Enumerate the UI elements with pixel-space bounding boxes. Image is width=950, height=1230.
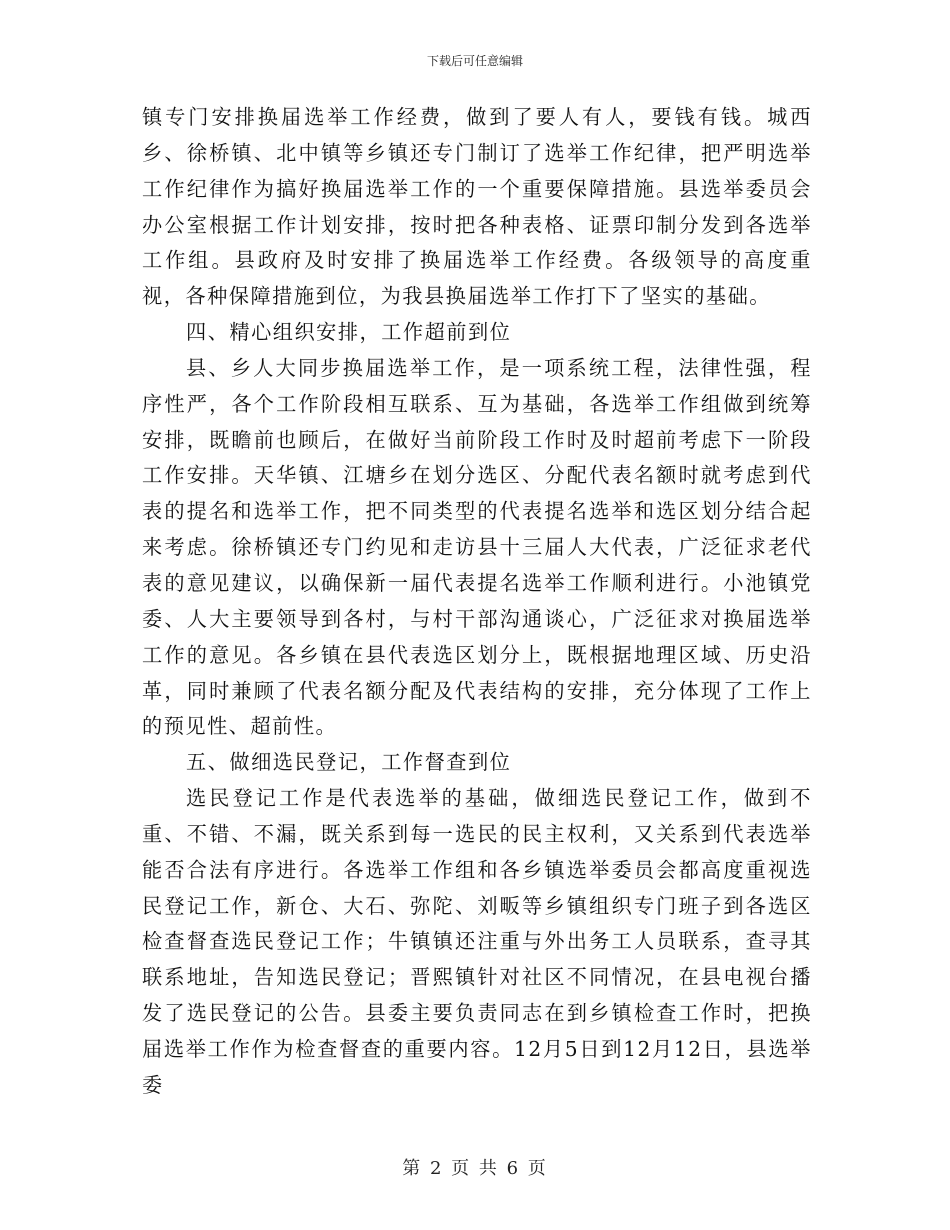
section-heading-five: 五、做细选民登记，工作督查到位	[186, 750, 512, 775]
section-heading-four: 四、精心组织安排，工作超前到位	[186, 320, 512, 345]
paragraph-section-four: 县、乡人大同步换届选举工作，是一项系统工程，法律性强，程序性严，各个工作阶段相互联系、互为基础，各选举工作组做到统筹安排，既瞻前也顾后，在做好当前阶段工作时及时超前考虑下一阶段工作安排。天华镇、江塘乡在划分选区、分配代表名额时就考虑到代表的提名和选举工作，把不同类型的代表提名选举和选区划分结合起来考虑。徐桥镇还专门约见和走访县十三届人大代表，广泛征求老代表的意见建议，以确保新一届代表提名选举工作顺利进行。小池镇党委、人大主要领导到各村，与村干部沟通谈心，广泛征求对换届选举工作的意见。各乡镇在县代表选区划分上，既根据地理区域、历史沿革，同时兼顾了代表名额分配及代表结构的安排，充分体现了工作上的预见性、超前性。	[142, 355, 812, 739]
page-header: 下载后可任意编辑	[426, 54, 523, 68]
document-body	[142, 100, 812, 1104]
paragraph-section-five: 选民登记工作是代表选举的基础，做细选民登记工作，做到不重、不错、不漏，既关系到每一选民的民主权利，又关系到代表选举能否合法有序进行。各选举工作组和各乡镇选举委员会都高度重视选民登记工作，新仓、大石、弥陀、刘畈等乡镇组织专门班子到各选区检查督查选民登记工作；牛镇镇还注重与外出务工人员联系，查寻其联系地址，告知选民登记；晋熙镇针对社区不同情况，在县电视台播发了选民登记的公告。县委主要负责同志在到乡镇检查工作时，把换届选举工作作为检查督查的重要内容。12月5日到12月12日，县选举委	[142, 786, 812, 1097]
paragraph-continuation: 镇专门安排换届选举工作经费，做到了要人有人，要钱有钱。城西乡、徐桥镇、北中镇等乡镇还专门制订了选举工作纪律，把严明选举工作纪律作为搞好换届选举工作的一个重要保障措施。县选举委员会办公室根据工作计划安排，按时把各种表格、证票印制分发到各选举工作组。县政府及时安排了换届选举工作经费。各级领导的高度重视，各种保障措施到位，为我县换届选举工作打下了坚实的基础。	[142, 105, 812, 309]
page-number-footer: 第 2 页 共 6 页	[402, 1158, 548, 1179]
